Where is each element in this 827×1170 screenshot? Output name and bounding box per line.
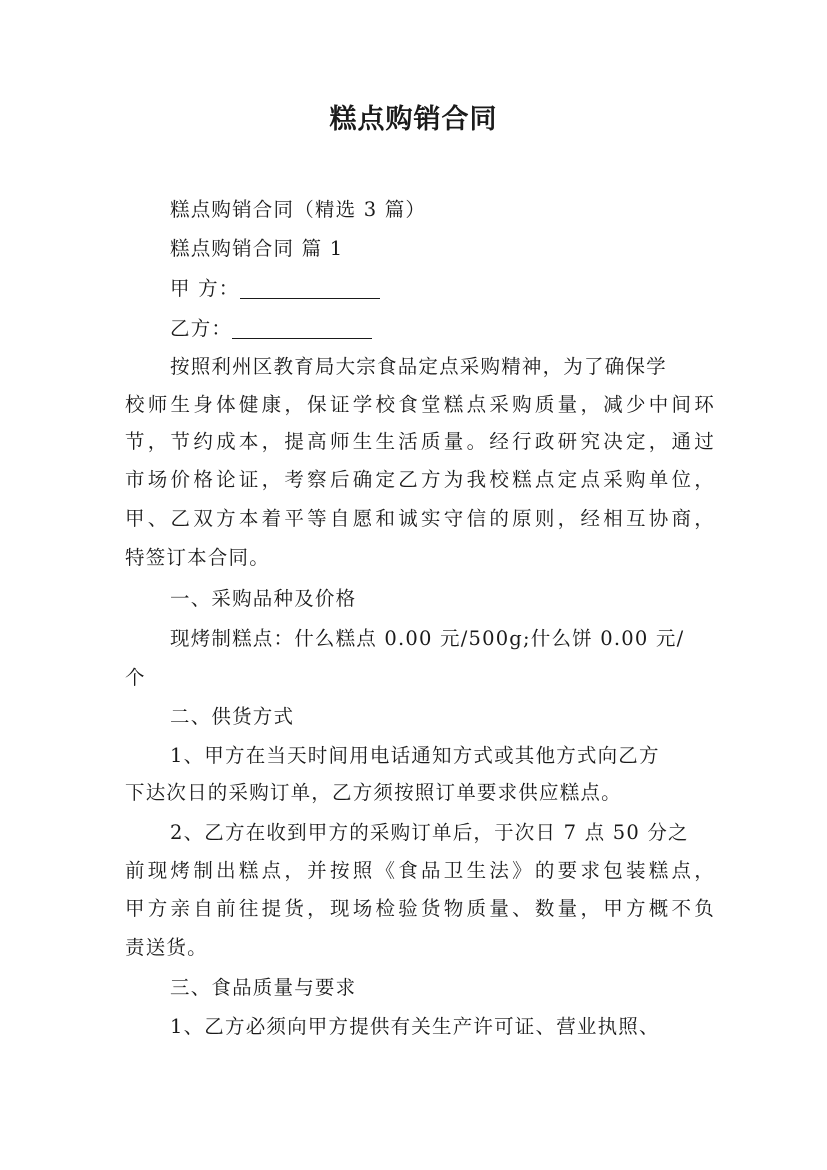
intro-line: 市场价格论证，考察后确定乙方为我校糕点定点采购单位， [125, 468, 715, 491]
intro-line: 校师生身体健康，保证学校食堂糕点采购质量，减少中间环 [125, 393, 715, 416]
heading-food-quality: 三、食品质量与要求 [170, 976, 357, 999]
supply-line: 1、甲方在当天时间用电话通知方式或其他方式向乙方 [170, 744, 660, 767]
party-b-blank [232, 316, 372, 339]
heading-supply-method: 二、供货方式 [170, 705, 295, 728]
section-label: 糕点购销合同 篇 1 [170, 237, 344, 260]
intro-line: 按照利州区教育局大宗食品定点采购精神，为了确保学 [170, 355, 667, 378]
supply-line: 前现烤制出糕点，并按照《食品卫生法》的要求包装糕点， [125, 859, 715, 882]
party-b-line [170, 311, 760, 347]
party-a-line [170, 271, 760, 307]
pricing-line: 个 [125, 666, 146, 689]
intro-line: 特签订本合同。 [125, 546, 270, 569]
subtitle: 糕点购销合同（精选 3 篇） [170, 198, 427, 221]
document-title: 糕点购销合同 [329, 104, 498, 135]
intro-line: 节，节约成本，提高师生生活质量。经行政研究决定，通过 [125, 430, 715, 453]
supply-line: 甲方亲自前往提货，现场检验货物质量、数量，甲方概不负 [125, 897, 715, 920]
supply-line: 责送货。 [125, 936, 208, 959]
pricing-line: 现烤制糕点：什么糕点 0.00 元/500g;什么饼 0.00 元/ [170, 627, 685, 650]
heading-purchase-items: 一、采购品种及价格 [170, 587, 357, 610]
party-a-blank [240, 276, 380, 299]
supply-line: 2、乙方在收到甲方的采购订单后，于次日 7 点 50 分之 [170, 821, 689, 844]
quality-line: 1、乙方必须向甲方提供有关生产许可证、营业执照、 [170, 1015, 660, 1038]
party-b-label: 乙方： [170, 317, 233, 340]
party-a-label: 甲 方： [170, 277, 240, 300]
intro-line: 甲、乙双方本着平等自愿和诚实守信的原则，经相互协商， [125, 507, 715, 530]
supply-line: 下达次日的采购订单，乙方须按照订单要求供应糕点。 [125, 781, 622, 804]
